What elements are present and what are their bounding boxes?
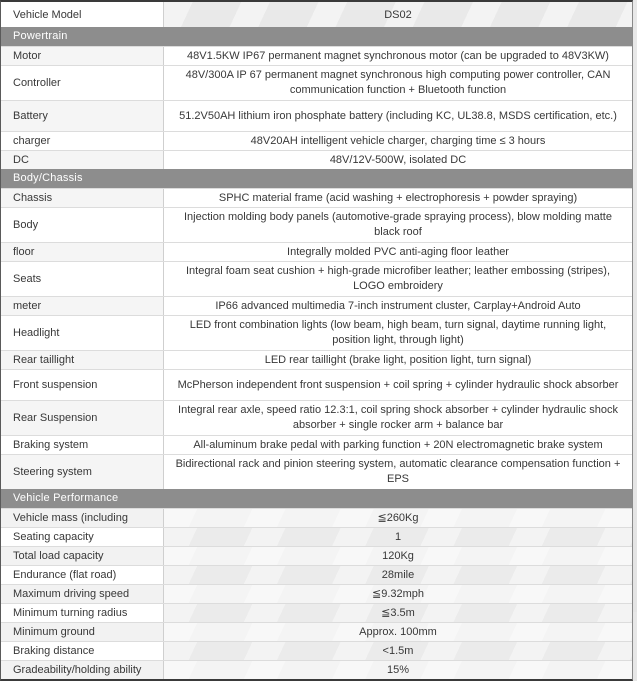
row-label: Braking distance xyxy=(1,642,163,660)
row-value: 120Kg xyxy=(163,547,632,565)
row-label: DC xyxy=(1,151,163,169)
section-powertrain xyxy=(1,27,632,169)
row-value: Injection molding body panels (automotive-grade spraying process), blow molding matte black roof xyxy=(163,208,632,242)
table-row xyxy=(1,660,632,679)
table-row xyxy=(1,622,632,641)
sections-container xyxy=(1,27,632,679)
table-row xyxy=(1,207,632,242)
table-row xyxy=(1,100,632,131)
section-header: Vehicle Performance xyxy=(1,489,632,508)
row-label: Steering system xyxy=(1,455,163,489)
row-label: Minimum turning radius xyxy=(1,604,163,622)
model-row-value: DS02 xyxy=(163,2,632,27)
row-label: charger xyxy=(1,132,163,150)
row-value: 48V1.5KW IP67 permanent magnet synchronous motor (can be upgraded to 48V3KW) xyxy=(163,47,632,65)
row-label: Seats xyxy=(1,262,163,296)
row-value: 1 xyxy=(163,528,632,546)
table-row xyxy=(1,242,632,261)
row-value: 28mile xyxy=(163,566,632,584)
row-label: Front suspension xyxy=(1,370,163,400)
table-row xyxy=(1,296,632,315)
row-value: McPherson independent front suspension + coil spring + cylinder hydraulic shock absorber xyxy=(163,370,632,400)
table-row xyxy=(1,369,632,400)
row-label: Gradeability/holding ability xyxy=(1,661,163,679)
table-row xyxy=(1,131,632,150)
table-row xyxy=(1,603,632,622)
row-label: Braking system xyxy=(1,436,163,454)
row-label: Battery xyxy=(1,101,163,131)
table-row xyxy=(1,350,632,369)
row-label: Seating capacity xyxy=(1,528,163,546)
row-label: Body xyxy=(1,208,163,242)
table-row xyxy=(1,641,632,660)
row-value: LED rear taillight (brake light, position light, turn signal) xyxy=(163,351,632,369)
model-row xyxy=(1,2,632,27)
table-row xyxy=(1,400,632,435)
section-header: Powertrain xyxy=(1,27,632,46)
table-row xyxy=(1,46,632,65)
row-value: IP66 advanced multimedia 7-inch instrument cluster, Carplay+Android Auto xyxy=(163,297,632,315)
table-row xyxy=(1,65,632,100)
row-value: ≦260Kg xyxy=(163,509,632,527)
table-row xyxy=(1,435,632,454)
row-value: Integrally molded PVC anti-aging floor leather xyxy=(163,243,632,261)
table-row xyxy=(1,508,632,527)
row-value: 51.2V50AH lithium iron phosphate battery (including KC, UL38.8, MSDS certification, etc.) xyxy=(163,101,632,131)
table-row xyxy=(1,150,632,169)
row-value: ≦3.5m xyxy=(163,604,632,622)
row-label: Minimum ground xyxy=(1,623,163,641)
row-value: SPHC material frame (acid washing + electrophoresis + powder spraying) xyxy=(163,189,632,207)
table-row xyxy=(1,454,632,489)
table-row xyxy=(1,565,632,584)
section-body-chassis xyxy=(1,169,632,489)
section-vehicle-performance xyxy=(1,489,632,679)
row-label: Motor xyxy=(1,47,163,65)
table-row xyxy=(1,527,632,546)
table-row xyxy=(1,188,632,207)
row-value: Approx. 100mm xyxy=(163,623,632,641)
row-label: Total load capacity xyxy=(1,547,163,565)
row-value: 48V/12V-500W, isolated DC xyxy=(163,151,632,169)
row-label: Chassis xyxy=(1,189,163,207)
table-row xyxy=(1,315,632,350)
row-value: 15% xyxy=(163,661,632,679)
row-label: Controller xyxy=(1,66,163,100)
row-value: Integral foam seat cushion + high-grade microfiber leather; leather embossing (stripes), LOGO embroidery xyxy=(163,262,632,296)
row-value: Bidirectional rack and pinion steering system, automatic clearance compensation function + EPS xyxy=(163,455,632,489)
row-label: Endurance (flat road) xyxy=(1,566,163,584)
row-label: Rear Suspension xyxy=(1,401,163,435)
row-label: Headlight xyxy=(1,316,163,350)
table-row xyxy=(1,546,632,565)
row-value: Integral rear axle, speed ratio 12.3:1, coil spring shock absorber + cylinder hydraulic shock absorber + single rocker arm + balance bar xyxy=(163,401,632,435)
row-value: <1.5m xyxy=(163,642,632,660)
row-label: Rear taillight xyxy=(1,351,163,369)
row-value: ≦9.32mph xyxy=(163,585,632,603)
table-row xyxy=(1,261,632,296)
row-value: 48V20AH intelligent vehicle charger, charging time ≤ 3 hours xyxy=(163,132,632,150)
row-label: floor xyxy=(1,243,163,261)
model-row-label: Vehicle Model xyxy=(1,2,163,27)
row-value: 48V/300A IP 67 permanent magnet synchronous high computing power controller, CAN communication function + Bluetooth function xyxy=(163,66,632,100)
row-value: All-aluminum brake pedal with parking function + 20N electromagnetic brake system xyxy=(163,436,632,454)
row-value: LED front combination lights (low beam, high beam, turn signal, daytime running light, position light, through light) xyxy=(163,316,632,350)
section-header: Body/Chassis xyxy=(1,169,632,188)
row-label: Maximum driving speed xyxy=(1,585,163,603)
row-label: meter xyxy=(1,297,163,315)
table-row xyxy=(1,584,632,603)
row-label: Vehicle mass (including xyxy=(1,509,163,527)
